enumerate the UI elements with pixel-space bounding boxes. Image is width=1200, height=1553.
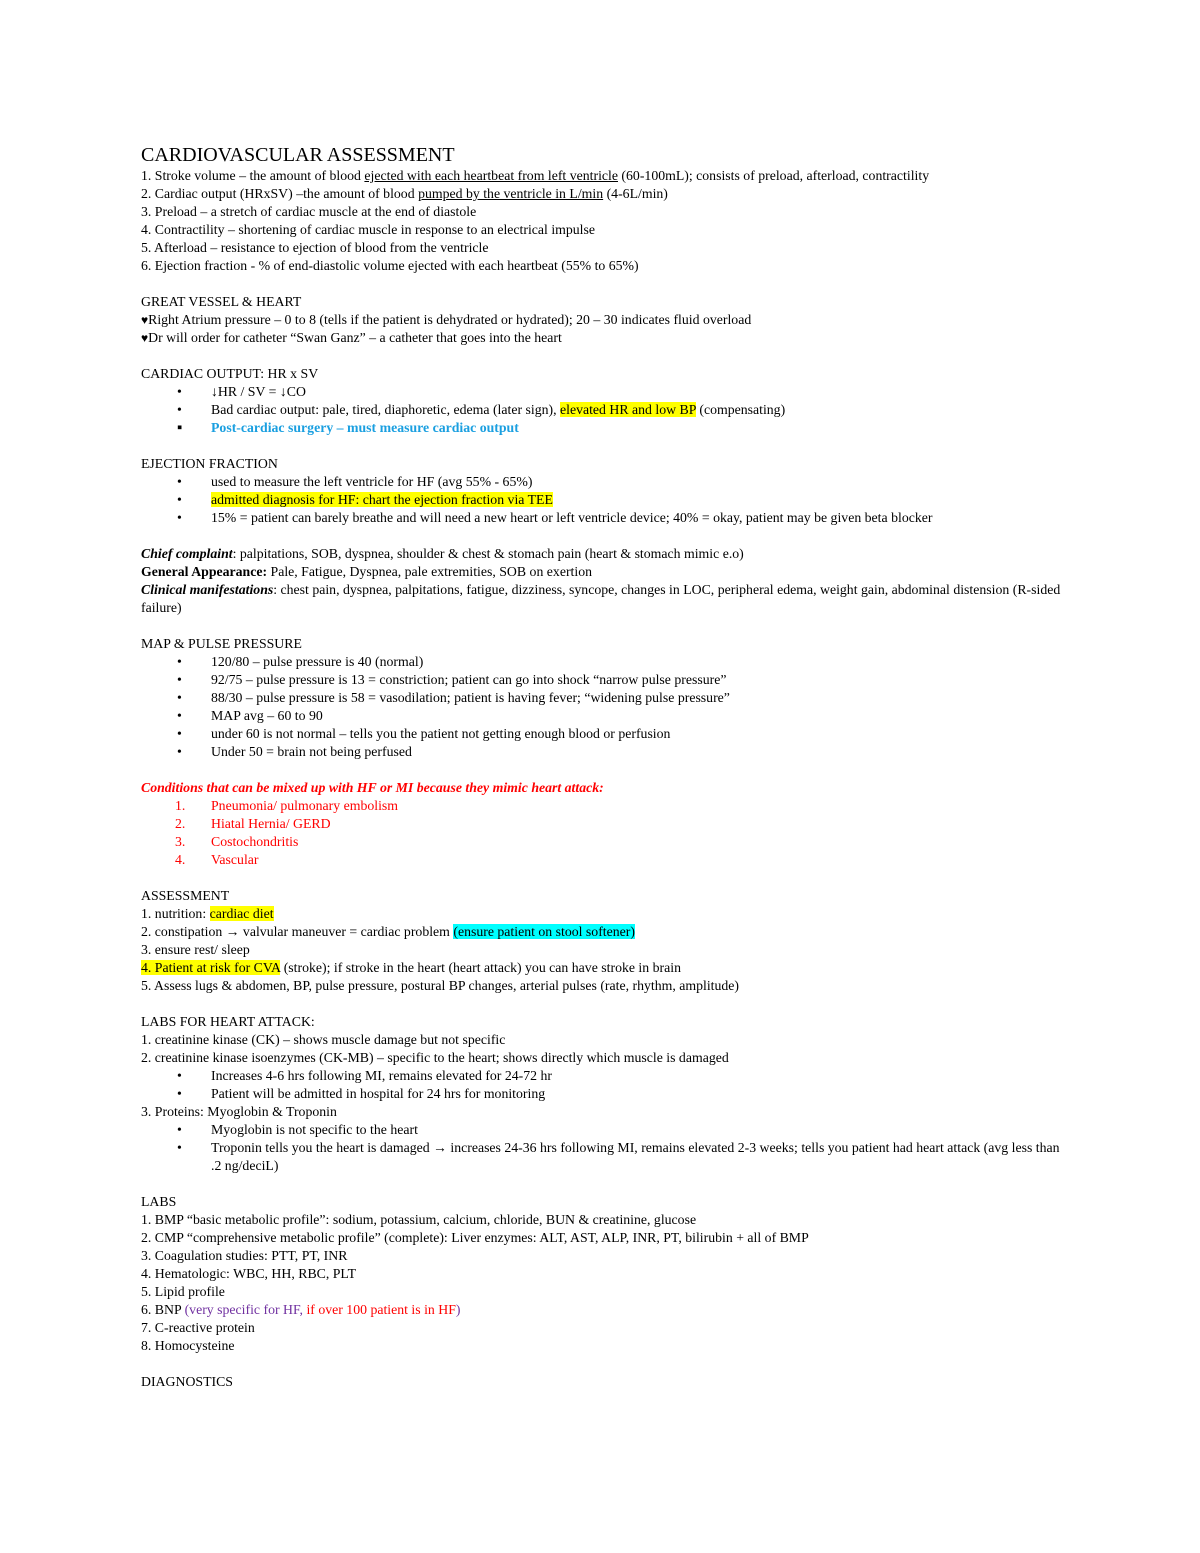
label: Chief complaint <box>141 546 233 561</box>
labs-line-2: 2. CMP “comprehensive metabolic profile” (complete): Liver enzymes: ALT, AST, ALP, INR, PT, bilirubin + all of BMP <box>141 1230 809 1245</box>
underlined-text: ejected with each heartbeat from left ventricle <box>364 168 618 183</box>
list-item: • Patient will be admitted in hospital for 24 hrs for monitoring <box>141 1085 1061 1103</box>
labs-heart-line-3: 3. Proteins: Myoglobin & Troponin <box>141 1104 337 1119</box>
labs-heart-line-1: 1. creatinine kinase (CK) – shows muscle damage but not specific <box>141 1032 506 1047</box>
red-text: if over 100 patient is in HF <box>306 1302 456 1317</box>
intro-line-2 <box>141 185 1061 203</box>
list-item: • 92/75 – pulse pressure is 13 = constriction; patient can go into shock “narrow pulse pressure” <box>141 671 1061 689</box>
heart-icon: ♥ <box>141 331 149 345</box>
assessment-line-4 <box>141 959 1061 977</box>
spacer <box>141 995 1061 1013</box>
cardiac-output-heading: CARDIAC OUTPUT: HR x SV <box>141 366 319 381</box>
great-vessel-heading: GREAT VESSEL & HEART <box>141 294 302 309</box>
intro-line-3: 3. Preload – a stretch of cardiac muscle at the end of diastole <box>141 204 477 219</box>
highlighted-text: elevated HR and low BP <box>560 402 696 417</box>
list-number: 4. <box>175 852 186 867</box>
list-item <box>141 815 1061 833</box>
heart-icon: ♥ <box>141 313 149 327</box>
list-item <box>141 491 1061 509</box>
clinical-manifestations <box>141 581 1061 617</box>
list-item <box>141 401 1061 419</box>
spacer <box>141 617 1061 635</box>
list-item: • Under 50 = brain not being perfused <box>141 743 1061 761</box>
labs-line-1: 1. BMP “basic metabolic profile”: sodium, potassium, calcium, chloride, BUN & creatinine, glucose <box>141 1212 697 1227</box>
list-item <box>141 851 1061 869</box>
diagnostics-heading: DIAGNOSTICS <box>141 1374 233 1389</box>
labs-line-4: 4. Hematologic: WBC, HH, RBC, PLT <box>141 1266 357 1281</box>
list-item <box>141 833 1061 851</box>
purple-text: (very specific for HF, <box>184 1302 307 1317</box>
list-item: • under 60 is not normal – tells you the patient not getting enough blood or perfusion <box>141 725 1061 743</box>
great-vessel-line-1 <box>141 311 1061 329</box>
spacer <box>141 275 1061 293</box>
text: (60-100mL); consists of preload, afterload, contractility <box>617 168 930 183</box>
ejection-fraction-heading: EJECTION FRACTION <box>141 456 278 471</box>
list-item: • Increases 4-6 hrs following MI, remains elevated for 24-72 hr <box>141 1067 1061 1085</box>
text: 1. Stroke volume – the amount of blood <box>141 168 365 183</box>
ejection-fraction-list <box>141 473 1061 527</box>
map-pulse-list <box>141 653 1061 761</box>
labs-line-6 <box>141 1301 1061 1319</box>
highlighted-text: 4. Patient at risk for CVA <box>141 960 281 975</box>
labs-line-7: 7. C-reactive protein <box>141 1320 255 1335</box>
page-title: CARDIOVASCULAR ASSESSMENT <box>141 144 455 166</box>
highlighted-text: (ensure patient on stool softener) <box>453 924 635 939</box>
ckmb-list <box>141 1067 1061 1103</box>
list-item: • 15% = patient can barely breathe and will need a new heart or left ventricle device; 40% = okay, patient may be given beta blocker <box>141 509 1061 527</box>
spacer <box>141 437 1061 455</box>
assessment-line-2 <box>141 923 1061 941</box>
labs-heading: LABS <box>141 1194 177 1209</box>
highlighted-text: admitted diagnosis for HF: chart the ejection fraction via TEE <box>211 492 553 507</box>
spacer <box>141 1355 1061 1373</box>
spacer <box>141 1175 1061 1193</box>
label: General Appearance: <box>141 564 268 579</box>
highlighted-text: cardiac diet <box>209 906 274 921</box>
spacer <box>141 869 1061 887</box>
great-vessel-line-2 <box>141 329 1061 347</box>
document-page <box>141 143 1061 1391</box>
spacer <box>141 761 1061 779</box>
intro-line-4: 4. Contractility – shortening of cardiac muscle in response to an electrical impulse <box>141 222 596 237</box>
map-pulse-heading: MAP & PULSE PRESSURE <box>141 636 302 651</box>
list-item: • Troponin tells you the heart is damaged → increases 24-36 hrs following MI, remains elevated 2-3 weeks; tells you patient had heart attack (avg less than .2 ng/deciL) <box>141 1139 1061 1175</box>
list-item <box>141 419 1061 437</box>
text: Dr will order for catheter “Swan Ganz” – a catheter that goes into the heart <box>148 330 562 345</box>
list-item: • Myoglobin is not specific to the heart <box>141 1121 1061 1139</box>
text: : palpitations, SOB, dyspnea, shoulder & chest & stomach pain (heart & stomach mimic e.o) <box>232 546 744 561</box>
list-item: • used to measure the left ventricle for HF (avg 55% - 65%) <box>141 473 1061 491</box>
label: Clinical manifestations <box>141 582 274 597</box>
spacer <box>141 527 1061 545</box>
text: 1. nutrition: <box>141 906 210 921</box>
list-number: 3. <box>175 834 186 849</box>
text: Pale, Fatigue, Dyspnea, pale extremities, SOB on exertion <box>267 564 592 579</box>
labs-line-3: 3. Coagulation studies: PTT, PT, INR <box>141 1248 348 1263</box>
cardiac-output-list <box>141 383 1061 437</box>
list-item: • ↓HR / SV = ↓CO <box>141 383 1061 401</box>
intro-line-5: 5. Afterload – resistance to ejection of blood from the ventricle <box>141 240 489 255</box>
spacer <box>141 347 1061 365</box>
text: Right Atrium pressure – 0 to 8 (tells if the patient is dehydrated or hydrated); 20 – 30 indicates fluid overload <box>148 312 752 327</box>
assessment-line-3: 3. ensure rest/ sleep <box>141 942 250 957</box>
general-appearance <box>141 563 1061 581</box>
text: Bad cardiac output: pale, tired, diaphoretic, edema (later sign), <box>211 402 560 417</box>
list-item: • 120/80 – pulse pressure is 40 (normal) <box>141 653 1061 671</box>
text: : chest pain, dyspnea, palpitations, fatigue, dizziness, syncope, changes in LOC, peripheral edema, weight gain, abdominal distension (R-sided failure) <box>141 582 1061 615</box>
labs-line-5: 5. Lipid profile <box>141 1284 225 1299</box>
list-item: • 88/30 – pulse pressure is 58 = vasodilation; patient is having fever; “widening pulse pressure” <box>141 689 1061 707</box>
chief-complaint <box>141 545 1061 563</box>
conditions-heading: Conditions that can be mixed up with HF or MI because they mimic heart attack: <box>141 780 604 795</box>
list-number: 2. <box>175 816 186 831</box>
underlined-text: pumped by the ventricle in L/min <box>418 186 604 201</box>
proteins-list <box>141 1121 1061 1175</box>
labs-heart-heading: LABS FOR HEART ATTACK: <box>141 1014 315 1029</box>
list-item <box>141 797 1061 815</box>
text: (compensating) <box>695 402 786 417</box>
text: Pneumonia/ pulmonary embolism <box>211 798 399 813</box>
assessment-line-1 <box>141 905 1061 923</box>
text: 6. BNP <box>141 1302 185 1317</box>
intro-line-6: 6. Ejection fraction - % of end-diastolic volume ejected with each heartbeat (55% to 65%) <box>141 258 639 273</box>
labs-line-8: 8. Homocysteine <box>141 1338 235 1353</box>
assessment-heading: ASSESSMENT <box>141 888 230 903</box>
list-item: • MAP avg – 60 to 90 <box>141 707 1061 725</box>
text: 2. Cardiac output (HRxSV) –the amount of blood <box>141 186 419 201</box>
labs-heart-line-2: 2. creatinine kinase isoenzymes (CK-MB) – specific to the heart; shows directly which muscle is damaged <box>141 1050 729 1065</box>
conditions-list <box>141 797 1061 869</box>
emphasis-text: Post-cardiac surgery – must measure cardiac output <box>211 420 519 435</box>
list-number: 1. <box>175 798 186 813</box>
text: (4-6L/min) <box>603 186 668 201</box>
assessment-line-5: 5. Assess lugs & abdomen, BP, pulse pressure, postural BP changes, arterial pulses (rate, rhythm, amplitude) <box>141 978 740 993</box>
text: 2. constipation → valvular maneuver = cardiac problem <box>141 924 454 939</box>
purple-text: ) <box>455 1302 461 1317</box>
text: Vascular <box>211 852 259 867</box>
text: Costochondritis <box>211 834 299 849</box>
text: (stroke); if stroke in the heart (heart attack) you can have stroke in brain <box>280 960 681 975</box>
intro-line-1 <box>141 167 1061 185</box>
text: Hiatal Hernia/ GERD <box>211 816 331 831</box>
